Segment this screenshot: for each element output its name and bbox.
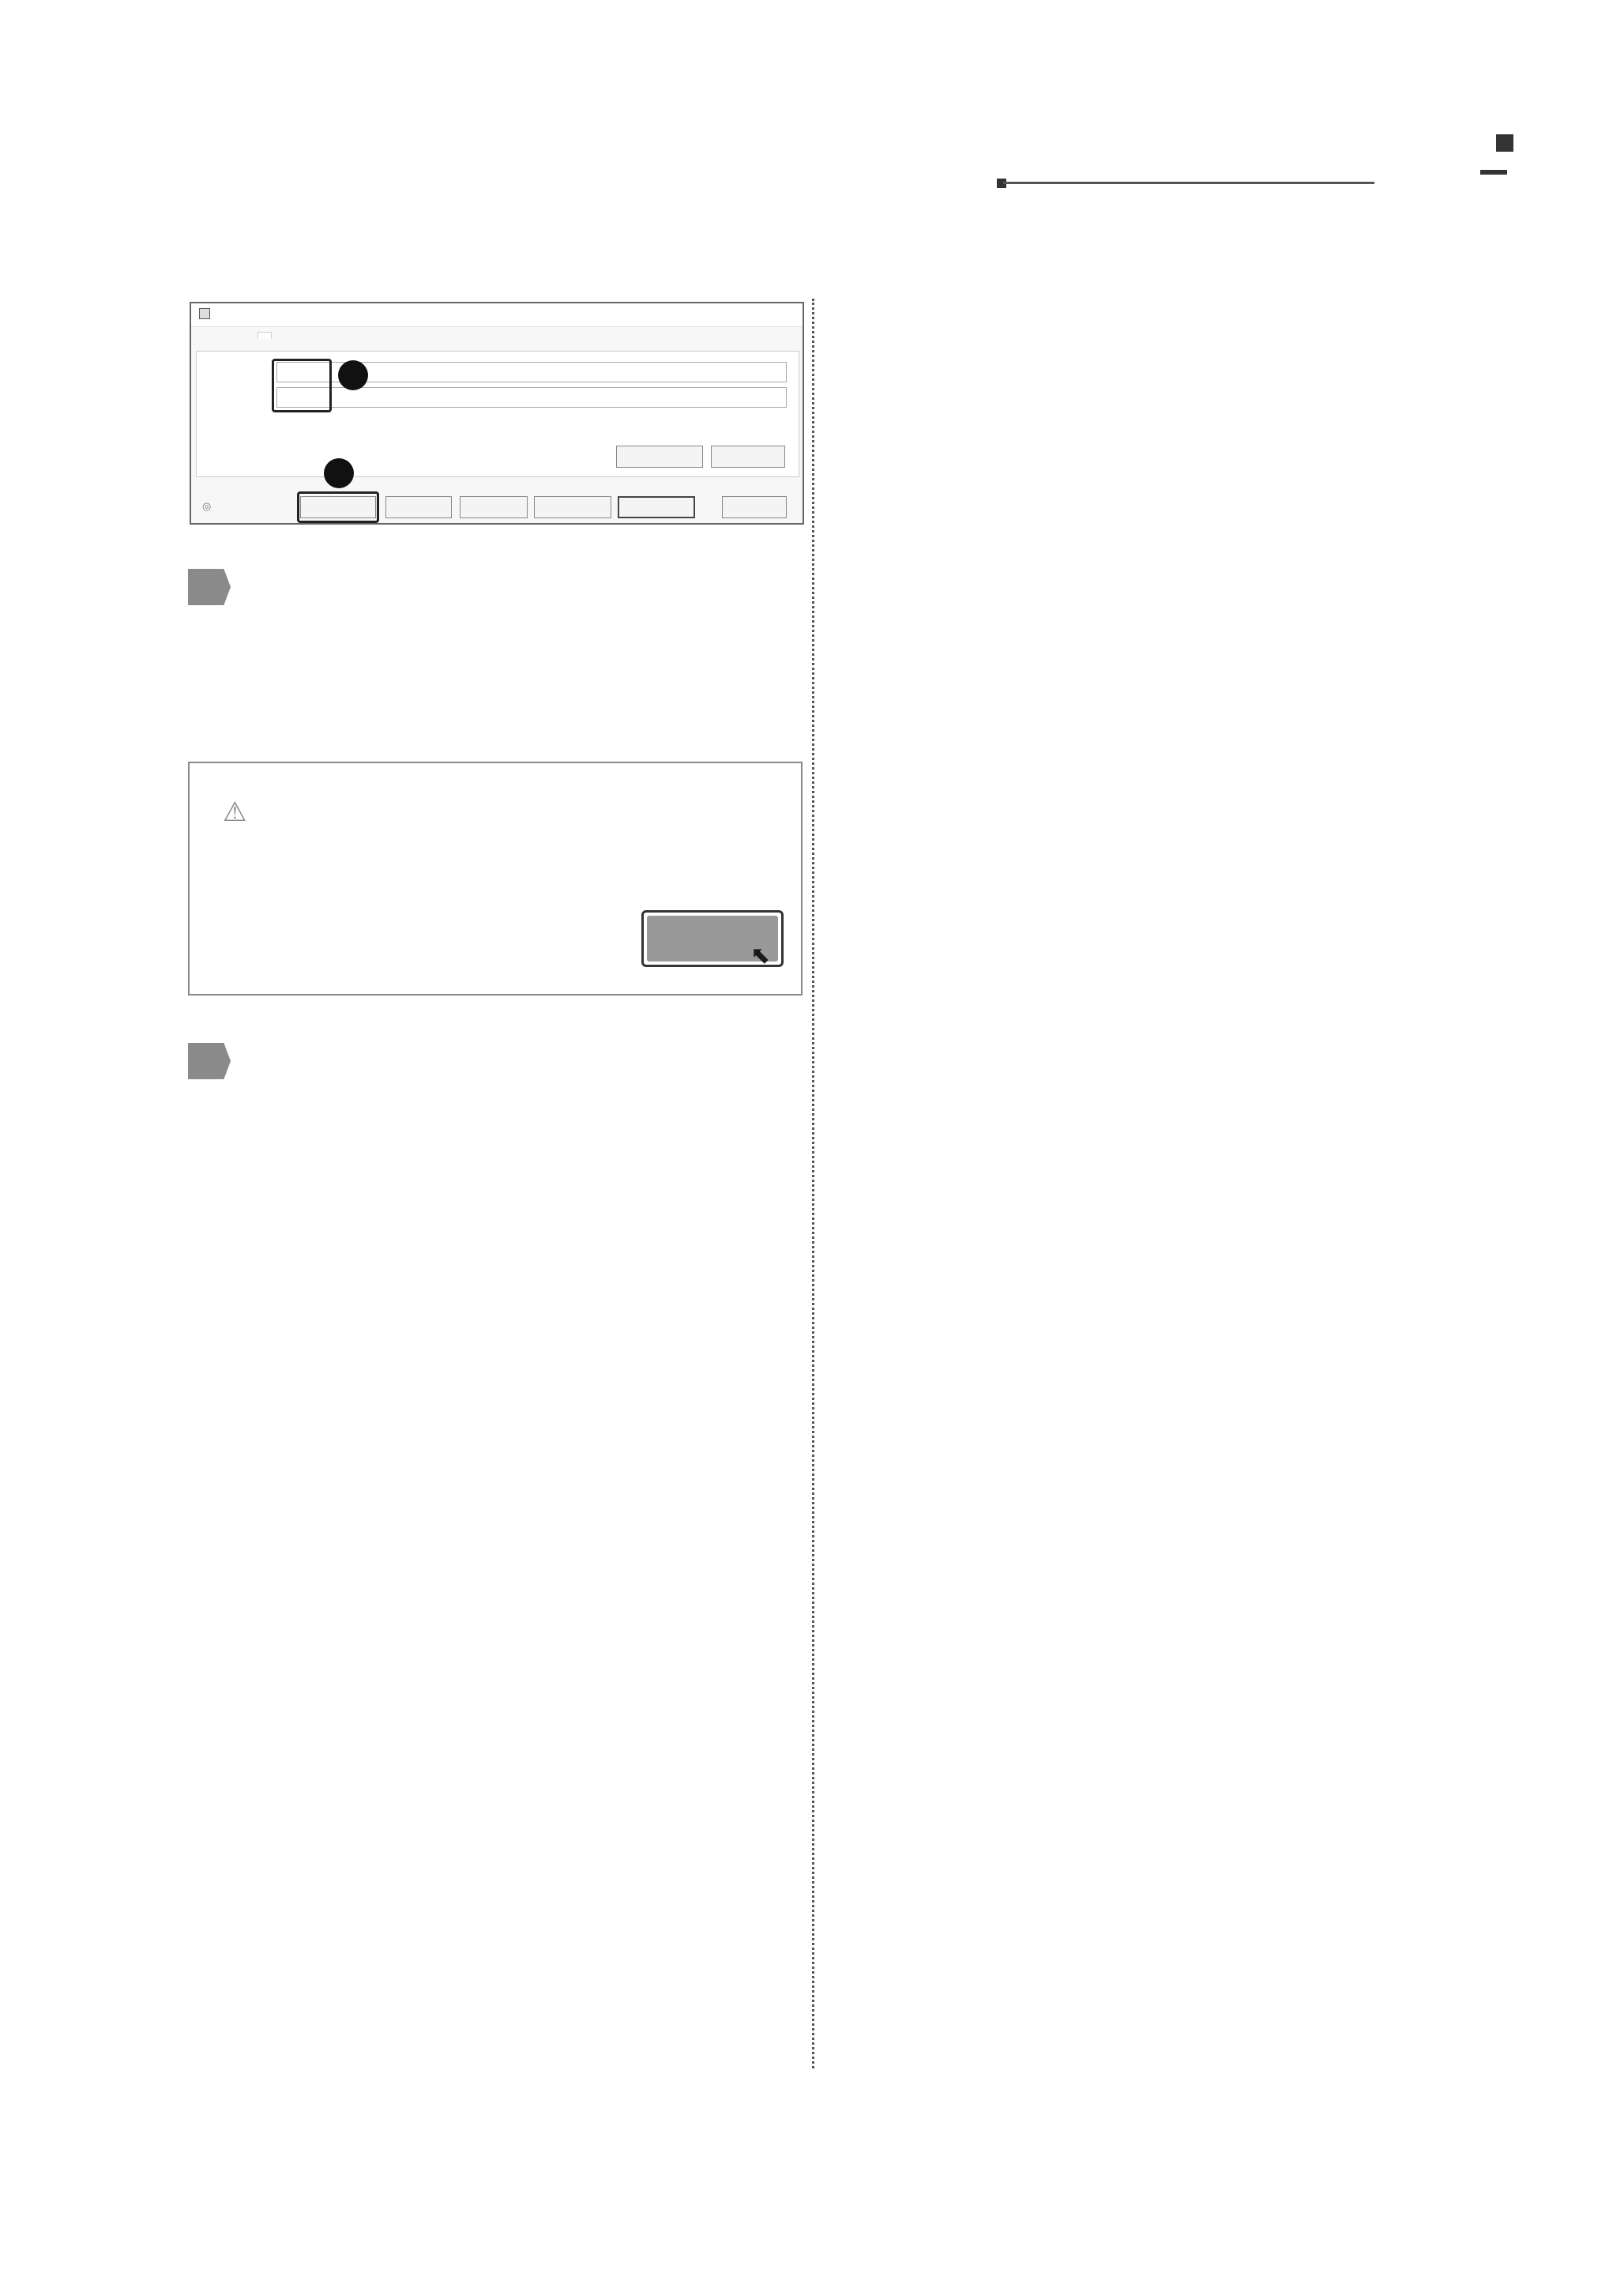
callout-2 [324, 458, 354, 488]
replace-button[interactable] [385, 496, 452, 518]
special-content-button[interactable] [616, 446, 703, 468]
highlight-replace-all [297, 491, 379, 523]
find-all-button[interactable] [460, 496, 528, 518]
left-step3-paragraph [188, 555, 804, 615]
close-button[interactable] [722, 496, 787, 518]
chapter-title [1480, 170, 1507, 175]
step-badge [188, 1043, 231, 1079]
highlight-inputs [272, 359, 332, 412]
callout-1 [338, 360, 368, 390]
header-rule [1003, 182, 1374, 184]
replace-dialog-1 [190, 302, 804, 525]
step-badge [188, 569, 231, 605]
dialog1-titlebar [191, 303, 803, 327]
cursor-icon: ⬉ [750, 942, 771, 969]
tips-link[interactable] [202, 501, 211, 513]
left-step4-paragraph [188, 1029, 804, 1089]
tab-replace[interactable] [258, 332, 272, 339]
find-previous-button[interactable] [534, 496, 611, 518]
wps-message-box [188, 762, 803, 995]
chapter-header [1466, 144, 1507, 183]
options-button[interactable] [711, 446, 785, 468]
app-icon [199, 308, 210, 319]
find-next-button[interactable] [618, 496, 695, 518]
warning-icon: ⚠ [223, 796, 247, 828]
column-divider [812, 299, 814, 2068]
tips-icon: ◎ [202, 501, 212, 513]
